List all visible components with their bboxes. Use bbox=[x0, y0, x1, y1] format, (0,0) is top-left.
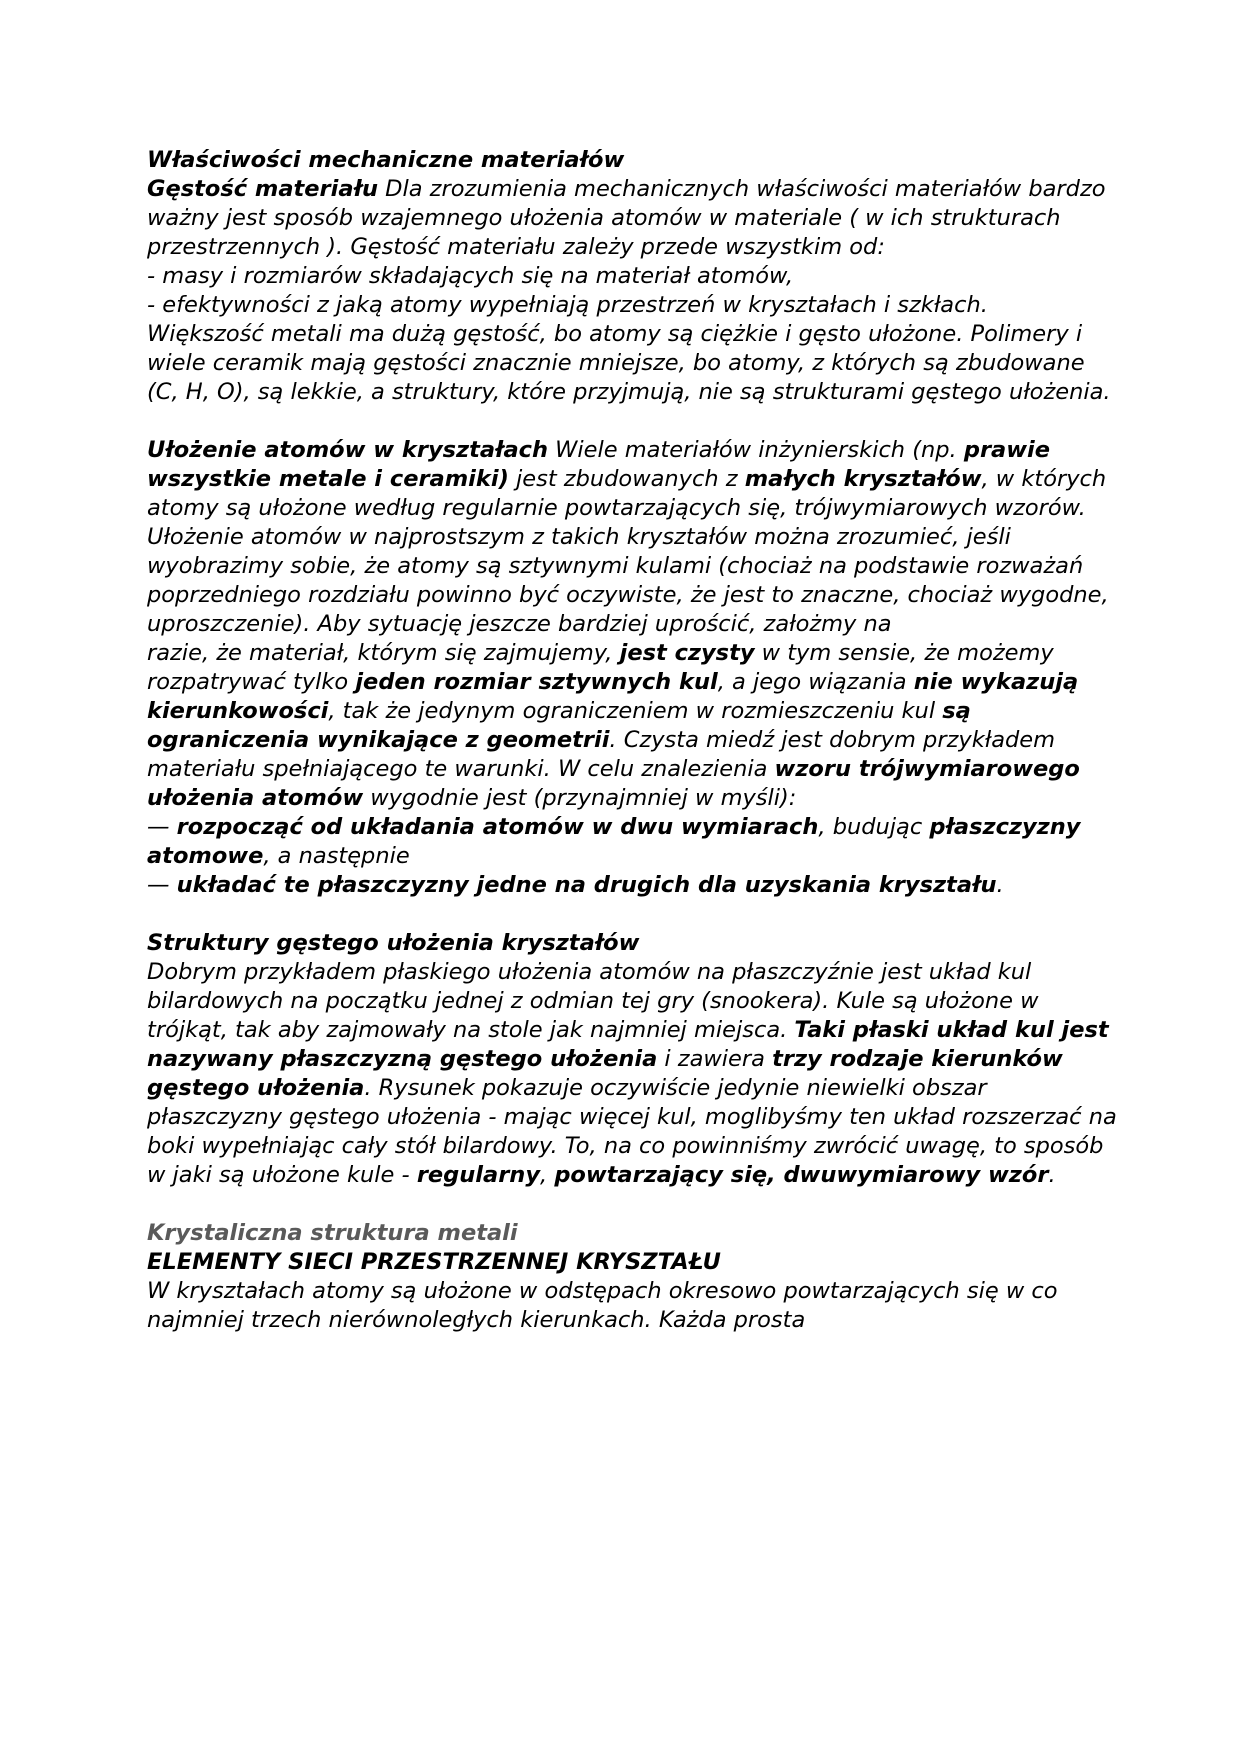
text-run: . Rysunek pokazuje oczywiście jedynie niewielki obszar bbox=[364, 1075, 987, 1101]
text-run: , a jego wiązania bbox=[717, 669, 914, 695]
text-run: Dla zrozumienia mechanicznych właściwości materiałów bardzo ważny jest sposób wzajemnego ułożenia atomów w materiale ( w ich strukturach przestrzennych ). Gęstość materiału zależy przede wszystkim od: bbox=[147, 176, 1106, 260]
text-run: , w których atomy są ułożone według regularnie powtarzających się, trójwymiarowych wzorów. bbox=[147, 466, 1107, 521]
text-run: . bbox=[1048, 1162, 1056, 1188]
text-run: płaszczyzny gęstego ułożenia - mając więcej kul, moglibyśmy ten układ rozszerzać na boki wypełniając cały stół bilardowy. To, na co powinniśmy zwrócić uwagę, to sposób w jaki są ułożone kule - bbox=[147, 1104, 1117, 1188]
bold-term: prawie wszystkie metale i ceramiki) bbox=[147, 437, 1051, 492]
bold-term: jest czysty bbox=[619, 640, 755, 666]
paragraph-gap bbox=[147, 900, 1117, 929]
bold-term: nie wykazują kierunkowości bbox=[147, 669, 1079, 724]
text-run: — bbox=[147, 872, 177, 898]
bold-term: trzy rodzaje kierunków gęstego ułożenia bbox=[147, 1046, 1063, 1101]
section-subtitle: Krystaliczna struktura metali bbox=[147, 1220, 518, 1246]
text-run: , bbox=[540, 1162, 555, 1188]
section-title bbox=[147, 929, 1117, 958]
paragraph bbox=[147, 755, 1117, 813]
text-run: w tym sensie, że możemy rozpatrywać tylko bbox=[147, 640, 1054, 695]
document-body bbox=[147, 146, 1117, 1335]
paragraph: Większość metali ma dużą gęstość, bo atomy są ciężkie i gęsto ułożone. Polimery i wiele ceramik mają gęstości znacznie mniejsze, bo atomy, z których są zbudowane (C, H, O), są lekkie, a struktury, które przyjmują, nie są strukturami gęstego ułożenia. bbox=[147, 321, 1111, 405]
bold-term: Ułożenie atomów w kryształach bbox=[147, 437, 549, 463]
text-run: , budując bbox=[818, 814, 930, 840]
text-run: , tak że jedynym ograniczeniem w rozmieszczeniu kul bbox=[328, 698, 943, 724]
paragraph: W kryształach atomy są ułożone w odstępach okresowo powtarzających się w co najmniej trzech nierównoległych kierunkach. Każda prosta bbox=[147, 1278, 1058, 1333]
bold-term: płaszczyzny atomowe bbox=[147, 814, 1081, 869]
paragraph bbox=[147, 1103, 1117, 1190]
text-run: Wiele materiałów inżynierskich (np. bbox=[548, 437, 964, 463]
paragraph-gap bbox=[147, 407, 1117, 436]
bold-term: są ograniczenia wynikające z geometrii bbox=[147, 698, 971, 753]
text-run: . bbox=[996, 872, 1004, 898]
list-item: - masy i rozmiarów składających się na materiał atomów, bbox=[147, 263, 794, 289]
bold-term: rozpocząć od układania atomów w dwu wymiarach bbox=[176, 814, 819, 840]
bold-term: powtarzający się, dwuwymiarowy wzór bbox=[554, 1162, 1049, 1188]
heading-text: Właściwości mechaniczne materiałów bbox=[147, 147, 625, 173]
text-run: razie, że materiał, którym się zajmujemy, bbox=[147, 640, 620, 666]
paragraph: Ułożenie atomów w najprostszym z takich kryształów można zrozumieć, jeśli wyobrazimy sobie, że atomy są sztywnymi kulami (chociaż na podstawie rozważań poprzedniego rozdziału powinno być oczywiste, że jest to znaczne, chociaż wygodne, uproszczenie). Aby sytuację jeszcze bardziej uprościć, założmy na bbox=[147, 524, 1109, 637]
section-title: ELEMENTY SIECI PRZESTRZENNEJ KRYSZTAŁU bbox=[147, 1249, 721, 1275]
section-title bbox=[147, 146, 1117, 175]
bold-term: małych kryształów bbox=[744, 466, 982, 492]
text-run: materiału spełniającego te warunki. W celu znalezienia bbox=[147, 756, 775, 782]
paragraph bbox=[147, 436, 1117, 523]
bold-term: regularny bbox=[416, 1162, 540, 1188]
text-run: Dobrym przykładem płaskiego ułożenia atomów na płaszczyźnie jest układ kul bilardowych na początku jednej z odmian tej gry (snookera). Kule są ułożone w trójkąt, tak aby zajmowały na stole jak najmniej miejsca. bbox=[147, 959, 1039, 1043]
text-run: — bbox=[147, 814, 177, 840]
dash-item bbox=[147, 871, 1117, 900]
text-run: wygodnie jest (przynajmniej w myśli): bbox=[363, 785, 797, 811]
bold-term: wzoru trójwymiarowego ułożenia atomów bbox=[147, 756, 1080, 811]
paragraph bbox=[147, 639, 1117, 755]
bold-term: jeden rozmiar sztywnych kul bbox=[355, 669, 718, 695]
bold-term: Gęstość materiału bbox=[147, 176, 378, 202]
paragraph-gap bbox=[147, 1190, 1117, 1219]
dash-item bbox=[147, 813, 1117, 871]
text-run: i zawiera bbox=[657, 1046, 773, 1072]
text-run: , a następnie bbox=[263, 843, 410, 869]
bold-term: układać te płaszczyzny jedne na drugich dla uzyskania kryształu bbox=[176, 872, 997, 898]
list-item: - efektywności z jaką atomy wypełniają przestrzeń w kryształach i szkłach. bbox=[147, 292, 988, 318]
text-run: . Czysta miedź jest dobrym przykładem bbox=[609, 727, 1056, 753]
bold-term: Taki płaski układ kul jest nazywany płaszczyzną gęstego ułożenia bbox=[147, 1017, 1109, 1072]
paragraph bbox=[147, 958, 1117, 1103]
text-run: jest zbudowanych z bbox=[508, 466, 745, 492]
heading-text: Struktury gęstego ułożenia kryształów bbox=[147, 930, 640, 956]
paragraph bbox=[147, 175, 1117, 262]
